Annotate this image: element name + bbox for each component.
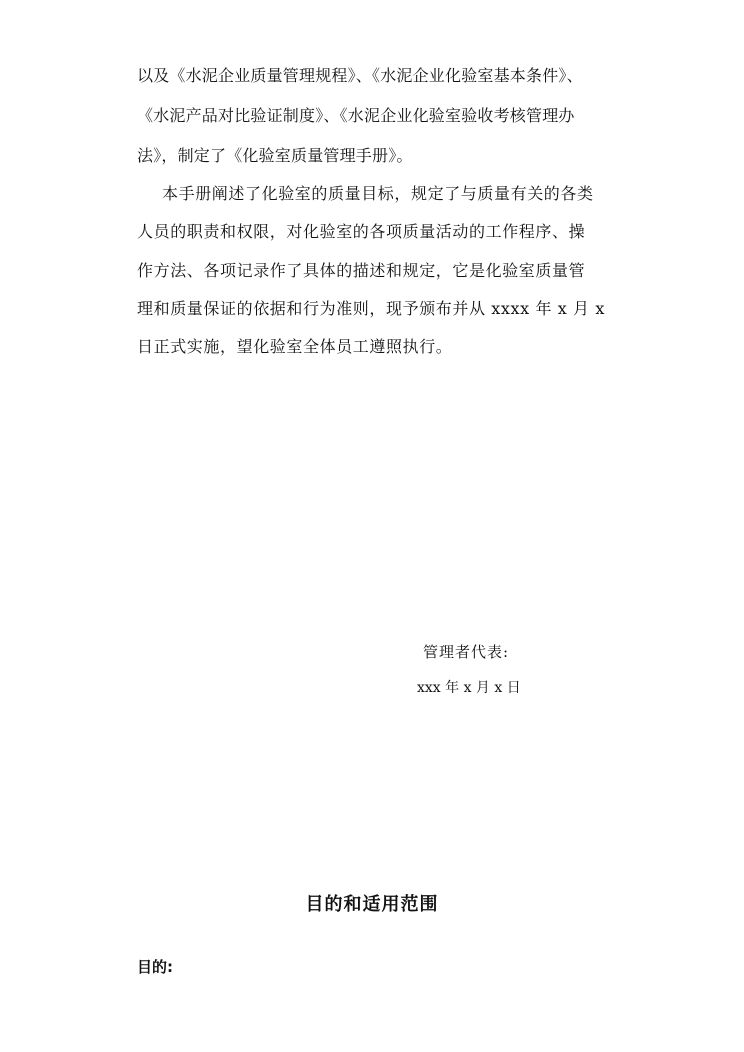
body-text-line: 本手册阐述了化验室的质量目标，规定了与质量有关的各类 [162, 184, 594, 203]
section-subheading: 目的: [137, 958, 173, 976]
body-text-line: 理和质量保证的依据和行为准则，现予颁布并从 xxxx 年 x 月 x [137, 299, 605, 318]
signature-date: xxx 年 x 月 x 日 [417, 680, 521, 696]
body-text-line: 《水泥产品对比验证制度》、《水泥企业化验室验收考核管理办 [137, 106, 575, 125]
body-text-line: 以及《水泥企业质量管理规程》、《水泥企业化验室基本条件》、 [137, 66, 583, 85]
signature-title: 管理者代表: [423, 643, 510, 661]
section-title: 目的和适用范围 [305, 894, 439, 915]
body-text-line: 法》，制定了《化验室质量管理手册》。 [137, 146, 413, 165]
body-text-line: 日正式实施，望化验室全体员工遵照执行。 [137, 337, 453, 356]
body-text-line: 作方法、各项记录作了具体的描述和规定，它是化验室质量管 [137, 261, 586, 280]
body-text-line: 人员的职责和权限，对化验室的各项质量活动的工作程序、操 [137, 222, 586, 241]
